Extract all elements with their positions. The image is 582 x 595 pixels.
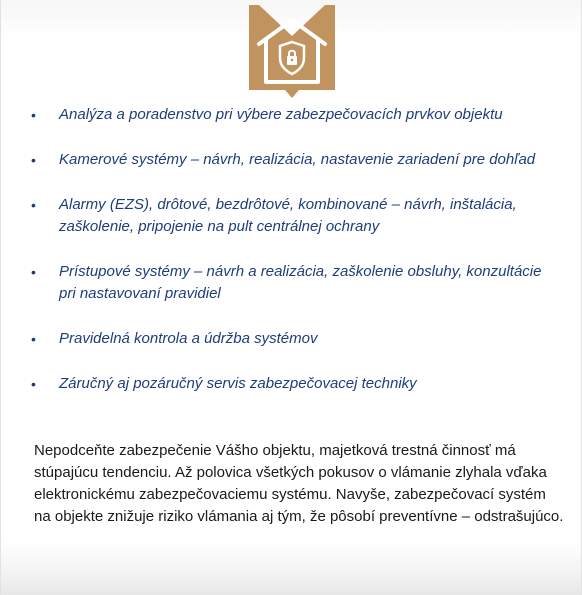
list-item [31,149,571,171]
bullet: • [31,197,36,213]
service-text: Záručný aj pozáručný servis zabezpečovacej techniky [59,375,417,392]
list-item [31,373,571,395]
service-text: Kamerové systémy – návrh, realizácia, nastavenie zariadení pre dohľad [59,151,536,168]
list-item [31,328,571,350]
services-list [31,104,571,418]
summary-paragraph: Nepodceňte zabezpečenie Vášho objektu, majetková trestná činnosť má stúpajúcu tendenciu. Až polovica všetkých pokusov o vlámanie zlyhala vďaka elektronickému zabezpečovaciemu systému. Navyše, zabezpečovací systém na objekte znižuje riziko vlámania aj tým, že pôsobí preventívne – odstrašujúco. [34,442,564,525]
bullet: • [31,331,36,347]
list-item [31,194,571,238]
bullet: • [31,376,36,392]
bullet: • [31,264,36,280]
service-text: Prístupové systémy – návrh a realizácia, zaškolenie obsluhy, konzultácie pri nastavovaní pravidiel [59,263,542,302]
house-shield-lock-icon [249,0,335,100]
service-text: Analýza a poradenstvo pri výbere zabezpečovacích prvkov objektu [59,106,503,123]
list-item [31,104,571,126]
bullet: • [31,152,36,168]
logo [249,0,335,100]
service-text: Alarmy (EZS), drôtové, bezdrôtové, kombinované – návrh, inštalácia, zaškolenie, pripojenie na pult centrálnej ochrany [59,196,517,235]
bullet: • [31,107,36,123]
list-item [31,261,571,305]
service-text: Pravidelná kontrola a údržba systémov [59,330,318,347]
